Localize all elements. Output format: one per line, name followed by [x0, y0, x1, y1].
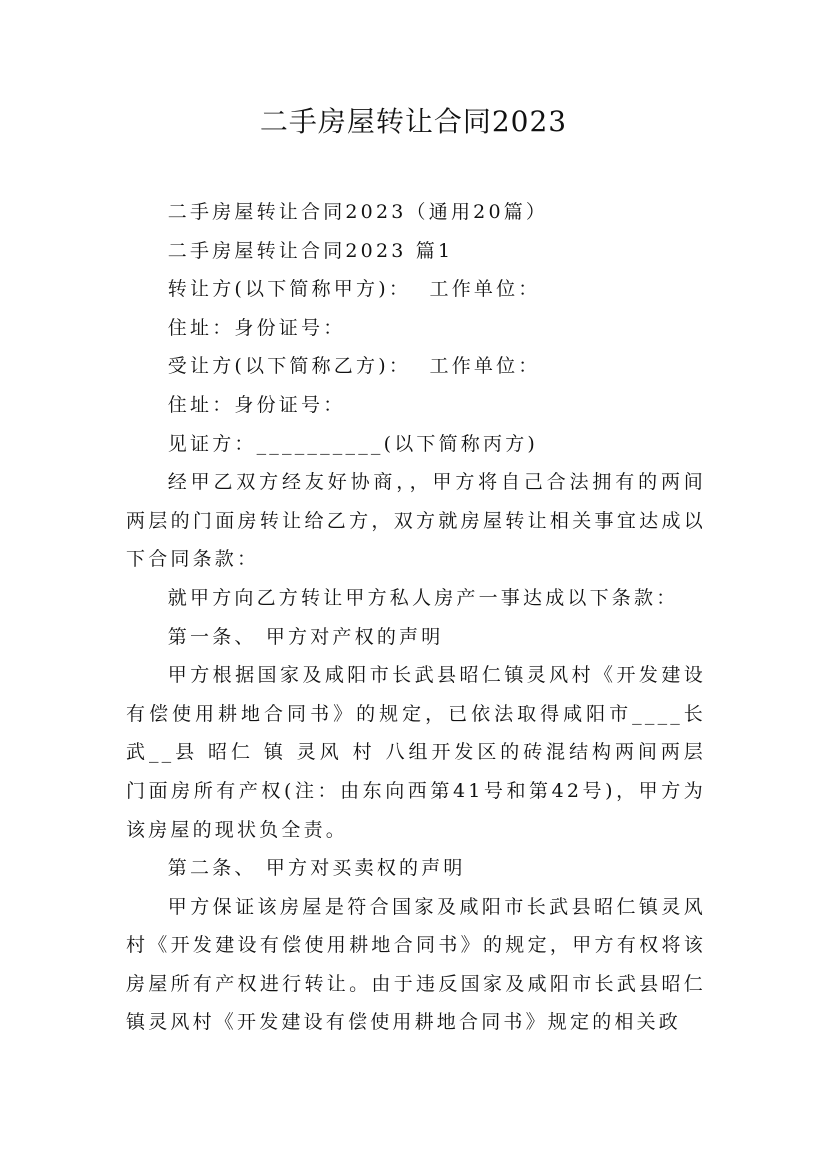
paragraph-transferee: 受让方(以下简称乙方)： 工作单位： — [167, 355, 541, 378]
paragraph-preamble: 经甲乙双方经友好协商，，甲方将自己合法拥有的两间两层的门面房转让给乙方，双方就房屋转让相关事宜达成以下合同条款： — [126, 471, 706, 571]
paragraph-article-2-title: 第二条、 甲方对买卖权的声明 — [167, 857, 466, 880]
paragraph-article-1-title: 第一条、 甲方对产权的声明 — [167, 625, 444, 648]
paragraph-section-title: 二手房屋转让合同2023 篇1 — [167, 239, 454, 262]
paragraph-transferor-address: 住址：身份证号： — [167, 316, 346, 339]
document-body — [126, 193, 706, 1042]
document-title: 二手房屋转让合同2023 — [259, 105, 568, 138]
paragraph-transferee-address: 住址：身份证号： — [167, 393, 346, 416]
paragraph-transferor: 转让方(以下简称甲方)： 工作单位： — [167, 278, 541, 301]
paragraph-witness: 见证方：__________(以下简称丙方) — [167, 432, 539, 455]
paragraph-heading: 二手房屋转让合同2023（通用20篇） — [167, 201, 549, 223]
paragraph-agreement: 就甲方向乙方转让甲方私人房产一事达成以下条款： — [167, 586, 679, 609]
paragraph-article-1-body: 甲方根据国家及咸阳市长武县昭仁镇灵风村《开发建设有偿使用耕地合同书》的规定，已依法取得咸阳市____长武__县 昭仁 镇 灵风 村 八组开发区的砖混结构两间两层门面房所有产权(注：由东向西第41号和第42号)，甲方为该房屋的现状负全责。 — [126, 664, 706, 841]
paragraph-article-2-body: 甲方保证该房屋是符合国家及咸阳市长武县昭仁镇灵风村《开发建设有偿使用耕地合同书》的规定，甲方有权将该房屋所有产权进行转让。由于违反国家及咸阳市长武县昭仁镇灵风村《开发建设有偿使用耕地合同书》规定的相关政 — [126, 895, 706, 1034]
